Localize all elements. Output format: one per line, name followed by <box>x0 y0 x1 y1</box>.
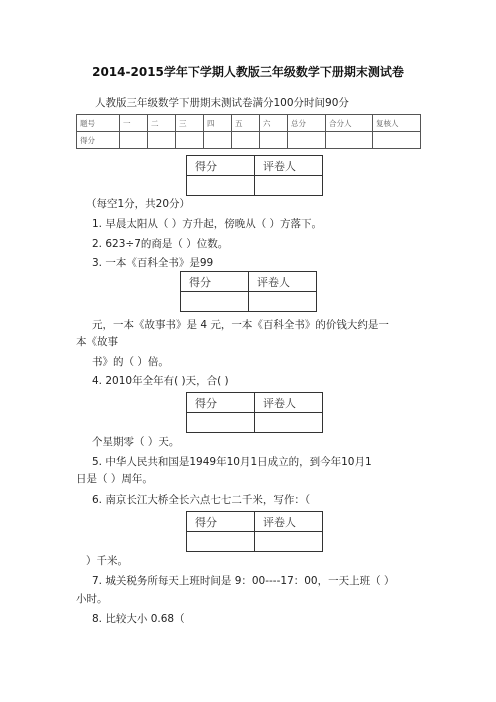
question-2: 2. 623÷7的商是（ ）位数。 <box>92 238 229 250</box>
question-7-line: 小时。 <box>76 593 108 605</box>
grading-box-cell <box>255 532 323 552</box>
score-table-header-cell: 复核人 <box>373 115 421 132</box>
question-5-line: 日是（ ）周年。 <box>76 473 153 485</box>
score-table-header-cell: 五 <box>232 115 260 132</box>
score-table-row-label: 得分 <box>77 132 120 149</box>
grading-box-score-label: 得分 <box>181 272 249 292</box>
grading-box <box>186 511 323 552</box>
grading-box-cell <box>187 176 255 196</box>
grading-box-cell <box>187 413 255 433</box>
score-table-header-cell: 合分人 <box>326 115 373 132</box>
grading-box-score-label: 得分 <box>187 393 255 413</box>
grading-box <box>186 155 323 196</box>
score-table-header-row <box>77 115 421 132</box>
grading-box <box>180 271 317 312</box>
grading-box-cell <box>255 413 323 433</box>
grading-box-grader-label: 评卷人 <box>255 512 323 532</box>
score-cell <box>204 132 232 149</box>
score-cell <box>373 132 421 149</box>
grading-box-cell <box>181 292 249 312</box>
question-3-line: 书》的（ ）倍。 <box>92 356 169 368</box>
question-1: 1. 早晨太阳从（ ）方升起，傍晚从（ ）方落下。 <box>92 218 323 230</box>
score-table-score-row <box>77 132 421 149</box>
score-cell <box>148 132 176 149</box>
score-cell <box>232 132 260 149</box>
grading-box-grader-label: 评卷人 <box>249 272 317 292</box>
score-table-header-cell: 总分 <box>288 115 326 132</box>
score-cell <box>260 132 288 149</box>
page-title: 2014-2015学年下学期人教版三年级数学下册期末测试卷 <box>92 65 404 79</box>
grading-box-cell <box>187 532 255 552</box>
exam-subtitle: 人教版三年级数学下册期末测试卷满分100分时间90分 <box>95 97 349 109</box>
score-cell <box>176 132 204 149</box>
question-3-start: 3. 一本《百科全书》是99 <box>92 257 214 269</box>
score-table-header-cell: 题号 <box>77 115 120 132</box>
grading-box-grader-label: 评卷人 <box>255 156 323 176</box>
grading-box <box>186 392 323 433</box>
question-3-line: 本《故事 <box>76 336 118 348</box>
question-5: 5. 中华人民共和国是1949年10月1日成立的，到今年10月1 <box>92 456 372 468</box>
grading-box-cell <box>249 292 317 312</box>
score-table-header-cell: 二 <box>148 115 176 132</box>
score-cell <box>288 132 326 149</box>
section-instruction: （每空1分，共20分） <box>86 198 191 210</box>
question-4-start: 4. 2010年全年有( )天，合( ) <box>92 375 229 387</box>
question-6-line: ）千米。 <box>86 555 128 567</box>
question-6-start: 6. 南京长江大桥全长六点七七二千米，写作：（ <box>92 494 311 506</box>
question-7: 7. 城关税务所每天上班时间是 9：00----17：00，一天上班（ ） <box>92 575 395 587</box>
grading-box-cell <box>255 176 323 196</box>
score-cell <box>120 132 148 149</box>
score-table-header-cell: 三 <box>176 115 204 132</box>
grading-box-score-label: 得分 <box>187 156 255 176</box>
grading-box-score-label: 得分 <box>187 512 255 532</box>
score-table-header-cell: 一 <box>120 115 148 132</box>
score-table-header-cell: 四 <box>204 115 232 132</box>
question-3-line: 元，一本《故事书》是 4 元，一本《百科全书》的价钱大约是一 <box>92 319 389 331</box>
grading-box-grader-label: 评卷人 <box>255 393 323 413</box>
question-8-start: 8. 比较大小 0.68（ <box>92 613 185 625</box>
score-cell <box>326 132 373 149</box>
question-4-line: 个星期零（ ）天。 <box>92 436 180 448</box>
score-table-header-cell: 六 <box>260 115 288 132</box>
score-table <box>76 114 421 149</box>
